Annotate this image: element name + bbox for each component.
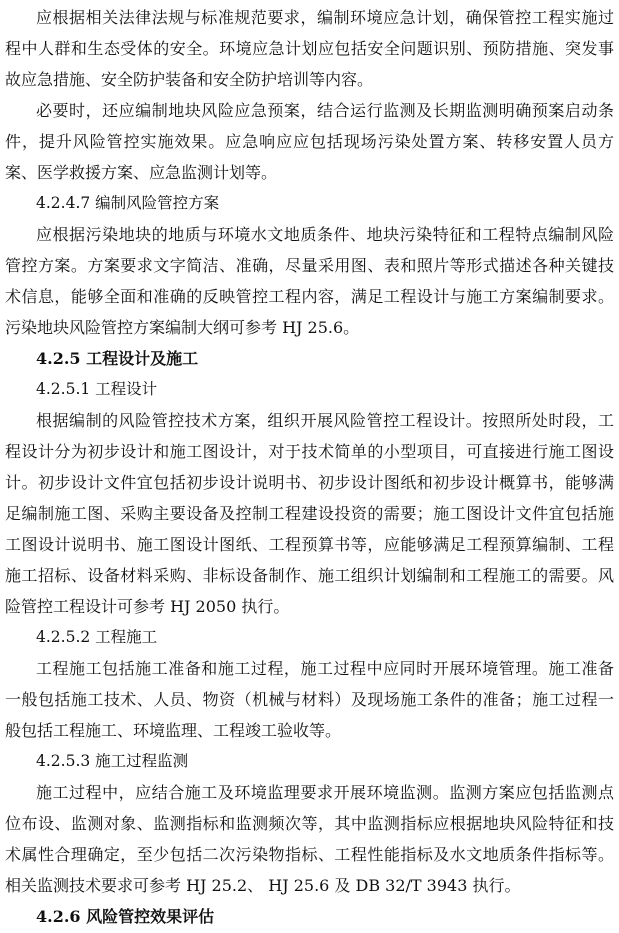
paragraph-line: 足编制施工图、采购主要设备及控制工程建设投资的需要；施工图设计文件宜包括施 — [5, 504, 614, 523]
paragraph-line: 工程施工包括施工准备和施工过程，施工过程中应同时开展环境管理。施工准备 — [36, 659, 614, 678]
paragraph-line: 必要时，还应编制地块风险应急预案，结合运行监测及长期监测明确预案启动条 — [36, 101, 614, 120]
paragraph-line: 位布设、监测对象、监测指标和监测频次等，其中监测指标应根据地块风险特征和技 — [5, 814, 614, 833]
paragraph-line: 工图设计说明书、施工图设计图纸、工程预算书等，应能够满足工程预算编制、工程 — [5, 535, 614, 554]
paragraph-line: 程中人群和生态受体的安全。环境应急计划应包括安全问题识别、预防措施、突发事 — [5, 39, 614, 58]
section-heading-4-2-6: 4.2.6 风险管控效果评估 — [36, 907, 215, 926]
section-heading-4-2-5: 4.2.5 工程设计及施工 — [36, 349, 199, 368]
paragraph-line: 程设计分为初步设计和施工图设计，对于技术简单的小型项目，可直接进行施工图设 — [5, 442, 614, 461]
paragraph-line: 案、医学救援方案、应急监测计划等。 — [5, 163, 278, 182]
section-heading-4-2-4-7: 4.2.4.7 编制风险管控方案 — [36, 194, 220, 212]
paragraph-line: 术信息，能够全面和准确的反映管控工程内容，满足工程设计与施工方案编制要求。 — [5, 287, 614, 306]
paragraph-line: 一般包括施工技术、人员、物资（机械与材料）及现场施工条件的准备；施工过程一 — [5, 690, 614, 709]
paragraph-line: 般包括工程施工、环境监理、工程竣工验收等。 — [5, 721, 342, 740]
section-heading-4-2-5-2: 4.2.5.2 工程施工 — [36, 628, 158, 646]
paragraph-line: 应根据污染地块的地质与环境水文地质条件、地块污染特征和工程特点编制风险 — [36, 225, 614, 244]
section-heading-4-2-5-1: 4.2.5.1 工程设计 — [36, 380, 158, 398]
paragraph-line: 险管控工程设计可参考 HJ 2050 执行。 — [5, 597, 290, 616]
paragraph-line: 管控方案。方案要求文字简洁、准确，尽量采用图、表和照片等形式描述各种关键技 — [5, 256, 614, 275]
paragraph-line: 应根据相关法律法规与标准规范要求，编制环境应急计划，确保管控工程实施过 — [36, 8, 614, 27]
section-heading-4-2-5-3: 4.2.5.3 施工过程监测 — [36, 752, 189, 770]
paragraph-line: 相关监测技术要求可参考 HJ 25.2、 HJ 25.6 及 DB 32/T 3943 执行。 — [5, 876, 521, 895]
paragraph-line: 根据编制的风险管控技术方案，组织开展风险管控工程设计。按照所处时段，工 — [36, 411, 614, 430]
paragraph-line: 施工招标、设备材料采购、非标设备制作、施工组织计划编制和工程施工的需要。风 — [5, 566, 614, 585]
paragraph-line: 计。初步设计文件宜包括初步设计说明书、初步设计图纸和初步设计概算书，能够满 — [5, 473, 614, 492]
paragraph-line: 术属性合理确定，至少包括二次污染物指标、工程性能指标及水文地质条件指标等。 — [5, 845, 614, 864]
paragraph-line: 施工过程中，应结合施工及环境监理要求开展环境监测。监测方案应包括监测点 — [36, 783, 614, 802]
paragraph-line: 故应急措施、安全防护装备和安全防护培训等内容。 — [5, 70, 374, 89]
paragraph-line: 件，提升风险管控实施效果。应急响应应包括现场污染处置方案、转移安置人员方 — [5, 132, 614, 151]
paragraph-line: 污染地块风险管控方案编制大纲可参考 HJ 25.6。 — [5, 318, 360, 337]
